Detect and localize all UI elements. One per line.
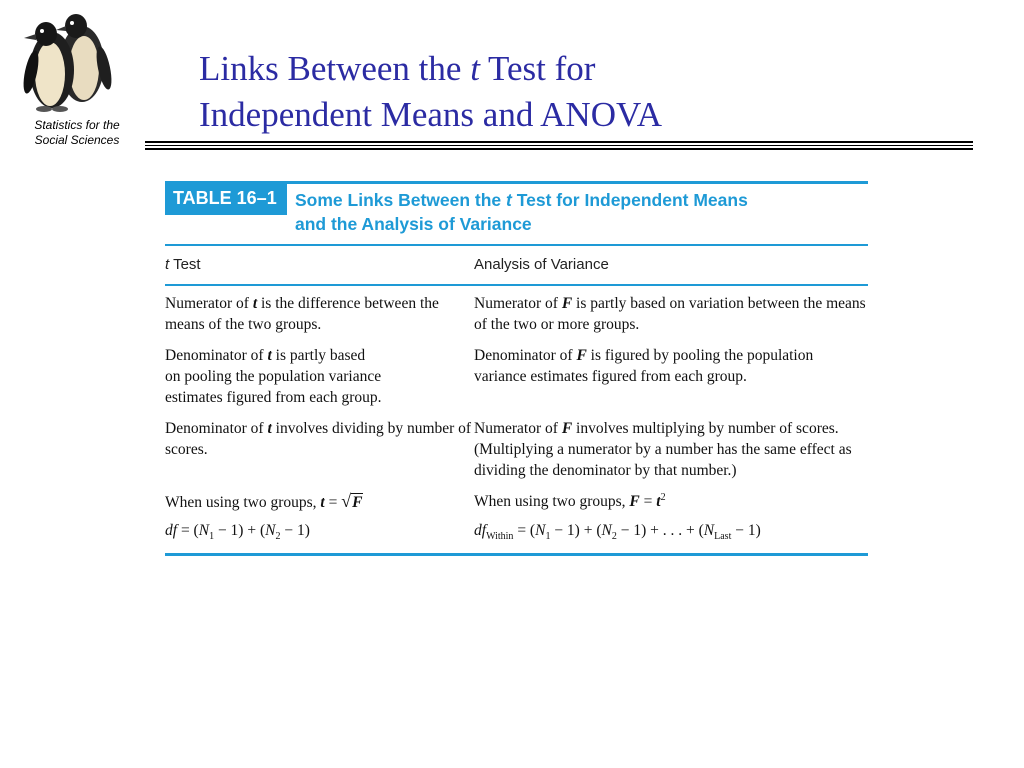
- formula-text: − 1) + (: [550, 522, 602, 539]
- cell-text: Denominator of: [165, 420, 268, 437]
- title-divider-top: [145, 141, 973, 143]
- subscript: Within: [486, 531, 514, 542]
- table-body: [165, 286, 868, 553]
- cell-text: Numerator of: [474, 295, 562, 312]
- table-header: [165, 184, 868, 244]
- slide-title-line1: [199, 46, 959, 92]
- equals-sign: =: [639, 493, 657, 510]
- table-cell-left: [165, 293, 474, 335]
- table-caption-line1: [295, 188, 855, 212]
- table-caption-line2: and the Analysis of Variance: [295, 214, 532, 234]
- f-symbol: F: [561, 420, 573, 437]
- cell-text: When using two groups,: [474, 493, 630, 510]
- equals-sign: =: [324, 494, 342, 511]
- table-cell-left: [165, 418, 474, 481]
- title-t-symbol: t: [470, 49, 480, 88]
- logo-caption-line1: Statistics for the: [34, 118, 120, 132]
- formula-text: − 1) + (: [214, 522, 266, 539]
- table-cell-right: [474, 345, 868, 408]
- subscript: Last: [714, 531, 732, 542]
- formula-text: − 1): [731, 522, 761, 539]
- t-symbol: t: [320, 494, 325, 511]
- f-symbol: F: [576, 347, 587, 364]
- n-symbol: N: [535, 522, 546, 539]
- df-symbol: df: [474, 522, 487, 539]
- cell-text: is partly based: [271, 347, 366, 364]
- table-cell-right: [474, 491, 868, 514]
- title-divider-middle: [145, 145, 973, 146]
- col-t-symbol: t: [165, 256, 170, 273]
- column-header-t-test: [165, 256, 201, 273]
- superscript: 2: [660, 492, 666, 503]
- formula-text: − 1) + . . . + (: [616, 522, 704, 539]
- n-symbol: N: [265, 522, 276, 539]
- t-symbol: t: [267, 420, 272, 437]
- table-row: [165, 345, 868, 408]
- subscript: 1: [545, 531, 551, 542]
- table-row: [165, 491, 868, 514]
- subscript: 1: [209, 531, 215, 542]
- column-headers: [165, 246, 868, 284]
- table-cell-right: [474, 418, 868, 481]
- cell-text: involves dividing by number of scores.: [165, 420, 472, 458]
- col-left-text: Test: [169, 256, 201, 273]
- cell-text: When using two groups,: [165, 494, 321, 511]
- caption-text-b: Test for Independent Means: [511, 190, 748, 210]
- cell-text: Denominator of: [165, 347, 268, 364]
- n-symbol: N: [198, 522, 210, 539]
- table-16-1: [165, 181, 868, 556]
- formula-text: = (: [513, 522, 536, 539]
- cell-text: is partly based on variation between the means of the two or more groups.: [474, 295, 866, 333]
- formula-text: = (: [177, 522, 199, 539]
- formula-text: − 1): [280, 522, 310, 539]
- title-text-a: Links Between the: [199, 49, 471, 88]
- table-row: [165, 520, 868, 543]
- cell-line: [165, 345, 474, 366]
- table-caption: [295, 188, 855, 236]
- caption-t-symbol: t: [506, 190, 512, 210]
- subscript: 2: [611, 531, 617, 542]
- table-cell-right: [474, 293, 868, 335]
- f-symbol: F: [629, 493, 640, 510]
- table-cell-left: [165, 345, 474, 408]
- table-label: TABLE 16–1: [165, 181, 287, 215]
- table-cell-left: [165, 520, 474, 543]
- cell-line: estimates figured from each group.: [165, 389, 382, 406]
- table-cell-left: [165, 491, 474, 514]
- table-cell-right: [474, 520, 868, 543]
- t-symbol: t: [267, 347, 272, 364]
- column-header-anova: Analysis of Variance: [474, 256, 609, 273]
- cell-text: is the difference between the means of the two groups.: [165, 295, 439, 333]
- df-symbol: df: [165, 522, 178, 539]
- cell-line: on pooling the population variance: [165, 368, 382, 385]
- f-symbol: F: [561, 295, 573, 312]
- n-symbol: N: [703, 522, 715, 539]
- slide-title-line2: Independent Means and ANOVA: [199, 95, 663, 134]
- n-symbol: N: [601, 522, 612, 539]
- logo-caption: [10, 118, 144, 148]
- slide-title: [199, 46, 959, 138]
- table-row: [165, 293, 868, 335]
- caption-text-a: Some Links Between the: [295, 190, 507, 210]
- penguins-logo-icon: [12, 6, 122, 114]
- title-text-b: Test for: [479, 49, 596, 88]
- subscript: 2: [275, 531, 281, 542]
- cell-text: Denominator of: [474, 347, 577, 364]
- cell-text: is figured by pooling the population variance estimates figured from each group.: [474, 347, 814, 385]
- title-divider-bottom: [145, 148, 973, 150]
- t-symbol: t: [656, 493, 661, 510]
- t-symbol: t: [252, 295, 258, 312]
- table-row: [165, 418, 868, 481]
- logo-caption-line2: Social Sciences: [34, 133, 120, 147]
- cell-text: Numerator of: [474, 420, 562, 437]
- cell-text: Numerator of: [165, 295, 253, 312]
- sqrt-icon: √: [341, 491, 352, 511]
- table-bottom-rule: [165, 553, 868, 556]
- f-symbol: F: [352, 494, 363, 511]
- cell-text: involves multiplying by number of scores. (Multiplying a numerator by a number has the same effect as dividing the denominator by that number.): [474, 420, 852, 479]
